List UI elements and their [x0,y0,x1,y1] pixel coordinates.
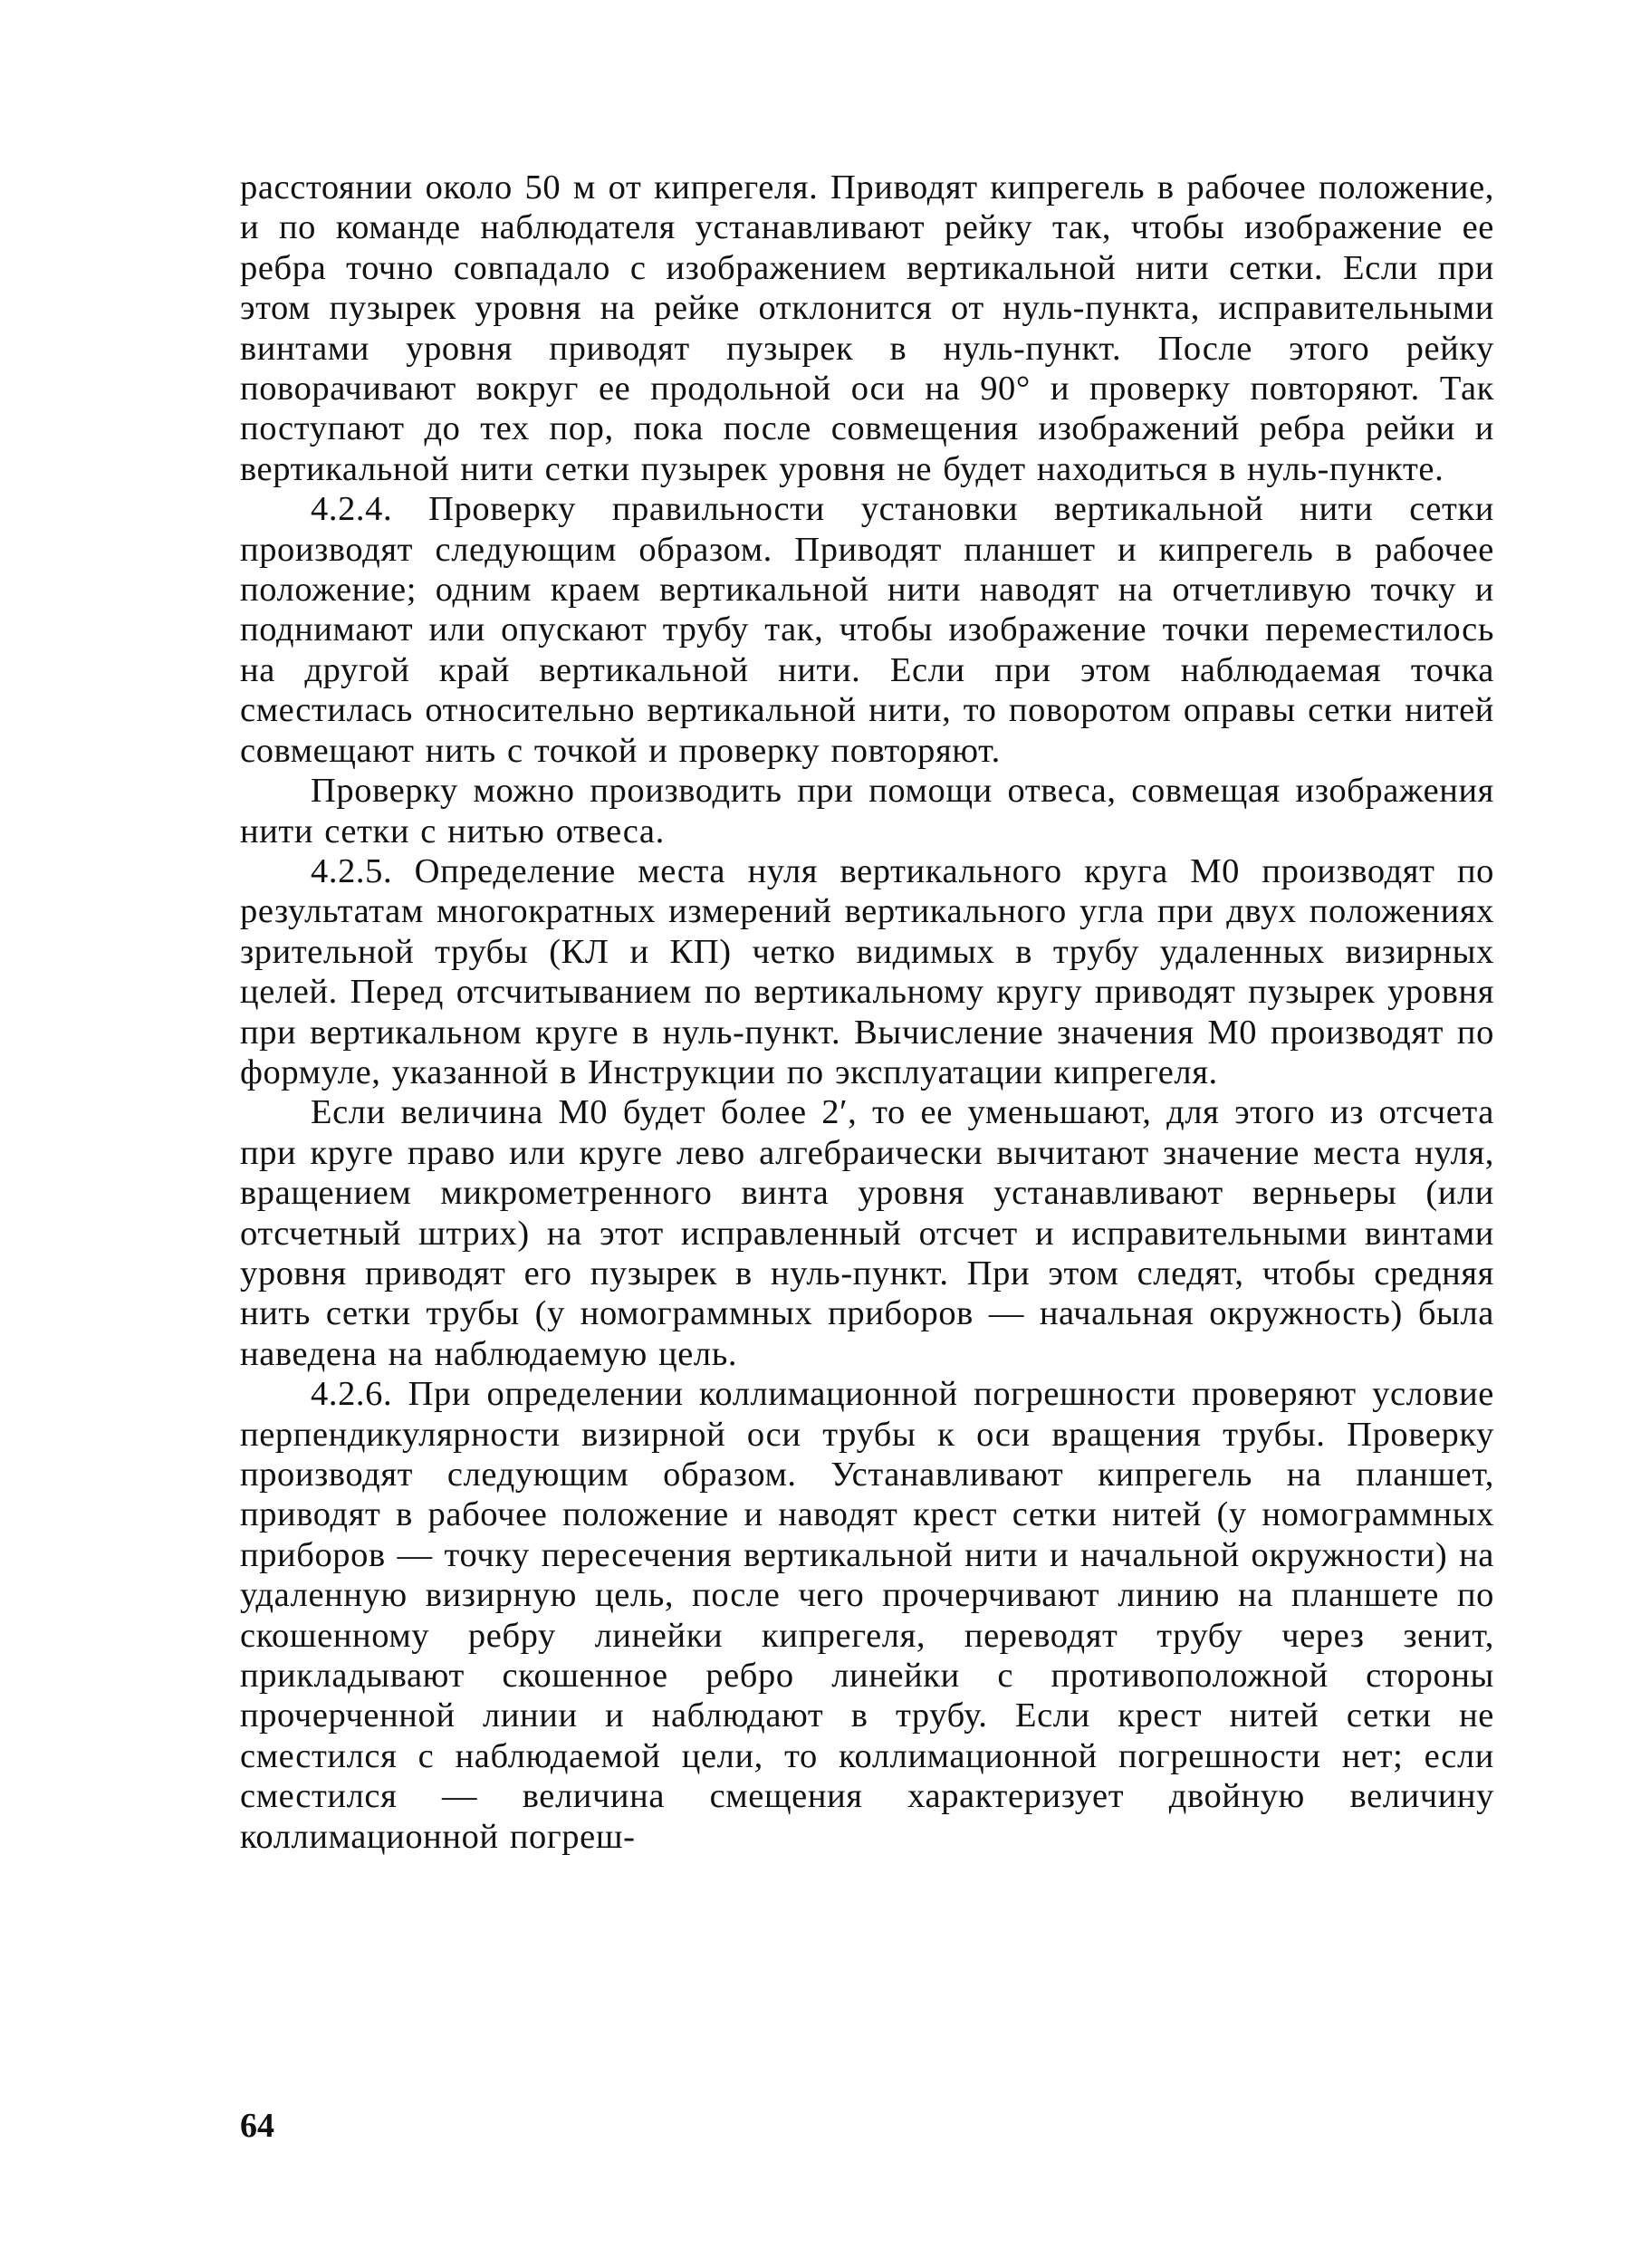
paragraph-4-2-6: 4.2.6. При определении коллимационной погрешности проверяют условие перпендикулярности визирной оси трубы к оси вращения трубы. Проверку производят следующим образом. Устанавливают кипрегель на планшет, приводят в рабочее положение и наводят крест сетки нитей (у номограммных приборов — точку пересечения вертикальной нити и начальной окружности) на удаленную визирную цель, после чего прочерчивают линию на планшете по скошенному ребру линейки кипрегеля, переводят трубу через зенит, прикладывают скошенное ребро линейки с противоположной стороны прочерченной линии и наблюдают в трубу. Если крест нитей сетки не сместился с наблюдаемой цели, то коллимационной погрешности нет; если сместился — величина смещения характеризует двойную величину коллимационной погреш- [240,1375,1494,1856]
page-number: 64 [240,2107,274,2145]
paragraph-4-2-4: 4.2.4. Проверку правильности установки вертикальной нити сетки производят следующим образом. Приводят планшет и кипрегель в рабочее положение; одним краем вертикальной нити наводят на отчетливую точку и поднимают или опускают трубу так, чтобы изображение точки переместилось на другой край вертикальной нити. Если при этом наблюдаемая точка сместилась относительно вертикальной нити, то поворотом оправы сетки нитей совмещают нить с точкой и проверку повторяют. [240,490,1494,770]
paragraph-m0-correction: Если величина М0 будет более 2′, то ее уменьшают, для этого из отсчета при круге право или круге лево алгебраически вычитают значение места нуля, вращением микрометренного винта уровня устанавливают верньеры (или отсчетный штрих) на этот исправленный отсчет и исправительными винтами уровня приводят его пузырек в нуль-пункт. При этом следят, чтобы средняя нить сетки трубы (у номограммных приборов — начальная окружность) была наведена на наблюдаемую цель. [240,1093,1494,1373]
paragraph-4-2-5: 4.2.5. Определение места нуля вертикального круга М0 производят по результатам многократных измерений вертикального угла при двух положениях зрительной трубы (КЛ и КП) четко видимых в трубу удаленных визирных целей. Перед отсчитыванием по вертикальному кругу приводят пузырек уровня при вертикальном круге в нуль-пункт. Вычисление значения М0 производят по формуле, указанной в Инструкции по эксплуатации кипрегеля. [240,851,1494,1091]
page-body [240,168,1494,1857]
paragraph-plumb-check: Проверку можно производить при помощи отвеса, совмещая изображения нити сетки с нитью отвеса. [240,772,1494,850]
paragraph-continuation: расстоянии около 50 м от кипрегеля. Приводят кипрегель в рабочее положение, и по команде наблюдателя устанавливают рейку так, чтобы изображение ее ребра точно совпадало с изображением вертикальной нити сетки. Если при этом пузырек уровня на рейке отклонится от нуль-пункта, исправительными винтами уровня приводят пузырек в нуль-пункт. После этого рейку поворачивают вокруг ее продольной оси на 90° и проверку повторяют. Так поступают до тех пор, пока после совмещения изображений ребра рейки и вертикальной нити сетки пузырек уровня не будет находиться в нуль-пункте. [240,168,1494,488]
